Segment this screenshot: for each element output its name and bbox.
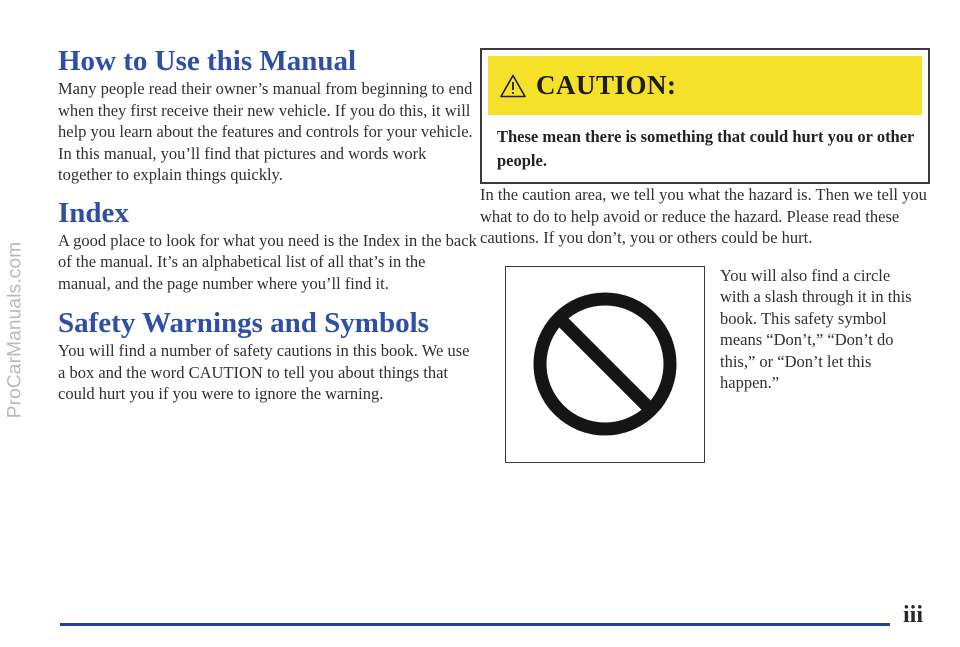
caution-box	[480, 48, 930, 184]
paragraph-caution-area: In the caution area, we tell you what the hazard is. Then we tell you what to do to help avoid or reduce the hazard. Please read these cautions. If you don’t, you or others could be hurt.	[480, 185, 927, 247]
watermark	[2, 20, 28, 640]
caution-title: CAUTION:	[536, 70, 677, 100]
footer-rule	[60, 623, 890, 626]
page-number: iii	[903, 602, 924, 628]
heading-safety-warnings: Safety Warnings and Symbols	[58, 307, 429, 339]
heading-index: Index	[58, 196, 129, 229]
symbol-frame	[505, 266, 705, 463]
watermark-text: ProCarManuals.com	[4, 241, 26, 419]
paragraph-index: A good place to look for what you need is the Index in the back of the manual. It’s an alphabetical list of all that’s in the manual, and the page number where you’ll find it.	[58, 230, 477, 293]
paragraph-how-to-use: Many people read their owner’s manual from beginning to end when they first receive their new vehicle. If you do this, it will help you learn about the features and controls for your vehicle. In this manual, you’ll find that pictures and words work together to explain things quickly.	[58, 79, 473, 184]
caution-text: These mean there is something that could hurt you or other people.	[497, 127, 915, 170]
prohibition-symbol-icon	[530, 289, 680, 439]
right-column	[480, 48, 932, 465]
symbol-description: You will also find a circle with a slash through it in this book. This safety symbol means “Don’t,” “Don’t do this,” or “Don’t let this happen.”	[720, 265, 912, 392]
left-column	[58, 44, 478, 405]
paragraph-safety-warnings: You will find a number of safety cautions in this book. We use a box and the word CAUTION to tell you about things that could hurt you if you were to ignore the warning.	[58, 341, 470, 403]
safety-symbol-row	[480, 265, 932, 465]
caution-header	[488, 56, 922, 115]
heading-how-to-use: How to Use this Manual	[58, 45, 357, 77]
warning-triangle-icon	[500, 74, 526, 98]
